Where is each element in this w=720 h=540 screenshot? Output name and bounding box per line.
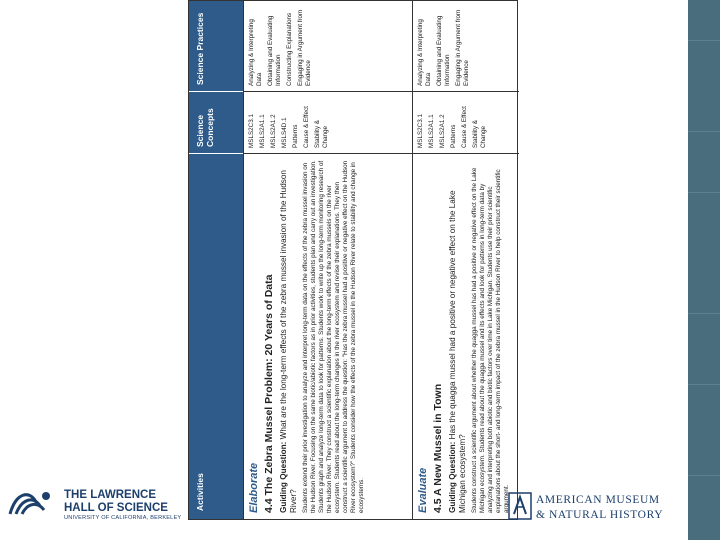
table-row (243, 1, 412, 519)
table-header (189, 1, 243, 519)
side-decor-blocks (688, 0, 720, 540)
phase-label: Elaborate (248, 462, 260, 513)
concept-item: Stability & Change (314, 120, 329, 148)
guiding-question (448, 160, 468, 513)
practice-item: Analyzing & Interpreting Data (417, 19, 432, 86)
question-text: What are the long-term effects of the zebra mussel invasion of the Hudson River? (279, 170, 298, 513)
header-concepts: Science Concepts (189, 91, 243, 153)
question-text: Has the quagga mussel had a positive or negative effect on the Lake Michigan ecosystem? (448, 190, 467, 513)
practices-cell (413, 1, 519, 91)
lawrence-hall-name (64, 489, 168, 515)
practice-item: Analyzing & Interpreting Data (248, 19, 263, 86)
concept-item: Patterns (292, 124, 299, 148)
table-row (412, 1, 519, 519)
activity-title: 4.5 A New Mussel in Town (432, 383, 444, 513)
practice-item: Obtaining and Evaluating Information (267, 15, 282, 86)
curriculum-table (188, 0, 518, 520)
concept-item: MSLS2A1.1 (428, 114, 435, 148)
practice-item: Constructing Explanations (286, 12, 293, 86)
question-label: Guiding Question: (448, 441, 457, 513)
lawrence-hall-logo (6, 486, 188, 526)
lawrence-hall-mark-icon (6, 488, 56, 518)
lawrence-line2: HALL OF SCIENCE (64, 502, 168, 514)
concept-item: MSLS2A1.2 (270, 114, 277, 148)
activity-cell (244, 153, 412, 519)
activity-description: Students extend their prior investigation to analyze and interpret long-term data on the effects of the zebra mussel invasion on the Hudson River. Focusing on the same biotic/abiotic factors as in prior activities, students plan and carry out an investigation. Students graph and analyze long-term data to look for patterns. Students work to write up the long-term monitoring research of the Hudson River. They construct a scientific explanation about the long-term effects of the zebra mussels on the river ecosystem. Students read about the long-term changes in the river ecosystem and revise their explanations. They then construct a scientific argument to address the question: "Has the zebra mussel had a positive or negative effect on the Hudson River ecosystem?" Students consider how the effects of the zebra mussel in the Hudson River relate to stability and change in ecosystems. (302, 160, 365, 513)
guiding-question (279, 160, 299, 513)
concept-item: MSLS2A1.1 (259, 114, 266, 148)
amnh-line1: AMERICAN MUSEUM (536, 494, 660, 506)
practice-item: Obtaining and Evaluating Information (436, 15, 451, 86)
concept-item: Stability & Change (472, 120, 487, 148)
amnh-mark-icon (508, 492, 532, 520)
concept-item: Cause & Effect (303, 106, 310, 148)
header-practices: Science Practices (195, 12, 205, 85)
concept-item: MSLS2A1.2 (439, 114, 446, 148)
activity-title: 4.4 The Zebra Mussel Problem: 20 Years of Data (263, 274, 275, 513)
concept-item: MSLS2C3.1 (248, 114, 255, 148)
concept-item: Cause & Effect (461, 106, 468, 148)
concept-item: MSLS2C3.1 (417, 114, 424, 148)
amnh-logo (508, 490, 678, 526)
activity-cell (413, 153, 519, 519)
phase-label: Evaluate (417, 467, 429, 513)
activity-description: Students construct a scientific argument about whether the quagga mussel has had a positive or negative effect on the Lake Michigan ecosystem. Students read about the quagga mussel and its effects and look for patterns in long-term data by analyzing and interpreting both abiotic and biotic factors over time in Lake Michigan. Students use their prior scientific explanations about the short- and long-term impact of the zebra mussel in the Hudson River to help construct their scientific argument. (471, 167, 510, 513)
lawrence-hall-subtitle: UNIVERSITY OF CALIFORNIA, BERKELEY (64, 515, 182, 521)
practice-item: Engaging in Argument from Evidence (297, 9, 312, 86)
practices-cell (244, 1, 412, 91)
concepts-cell (244, 91, 412, 153)
header-activities: Activities (189, 153, 243, 519)
lawrence-line1: THE LAWRENCE (64, 489, 156, 501)
concepts-cell (413, 91, 519, 153)
amnh-line2: & NATURAL HISTORY (536, 509, 664, 521)
question-label: Guiding Question: (279, 441, 288, 513)
concept-item: MSLS4D.1 (281, 117, 288, 148)
concept-item: Patterns (450, 124, 457, 148)
practice-item: Engaging in Argument from Evidence (455, 9, 470, 86)
